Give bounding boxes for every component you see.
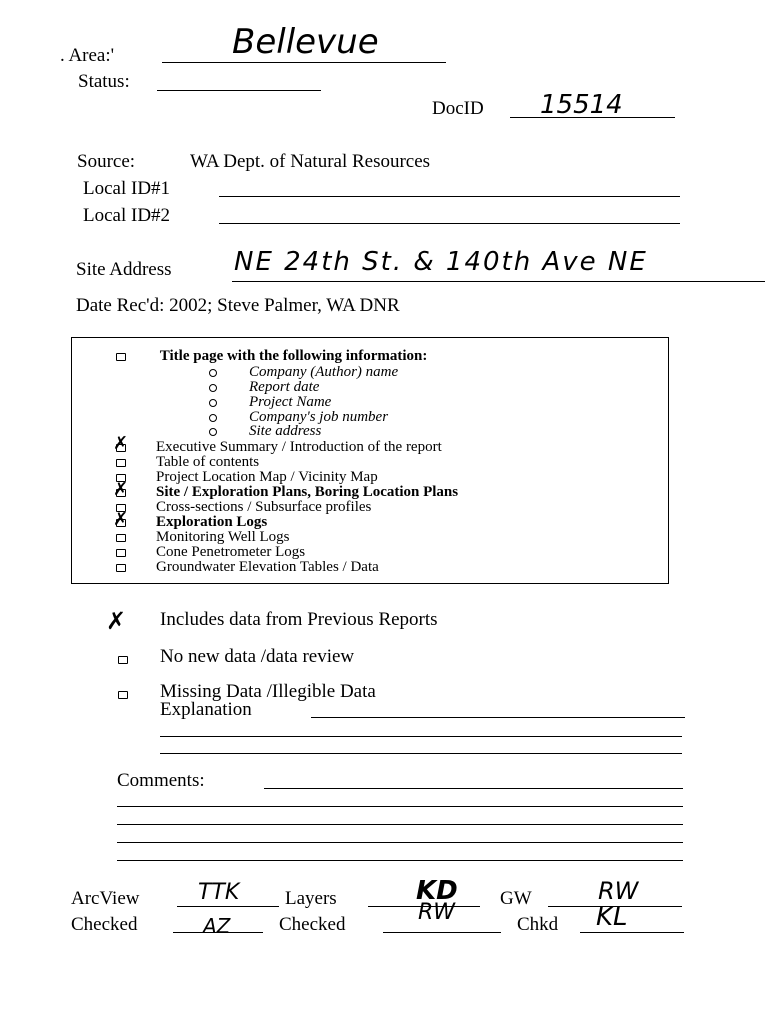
circle-bullet-icon	[209, 414, 217, 422]
chkd-label: Chkd	[517, 914, 559, 935]
site-address-value[interactable]: NE 24th St. & 140th Ave NE	[234, 247, 648, 277]
circle-bullet-icon	[209, 384, 217, 392]
date-received: Date Rec'd: 2002; Steve Palmer, WA DNR	[76, 295, 400, 316]
checklist-title-row[interactable]	[116, 349, 427, 364]
checked2-initials[interactable]: RW	[418, 900, 456, 925]
explanation-label: Explanation	[160, 699, 252, 720]
checked1-label: Checked	[71, 914, 138, 935]
status-label: Status:	[78, 71, 130, 92]
arcview-initials[interactable]: TTK	[198, 880, 240, 905]
status-line[interactable]	[157, 90, 321, 91]
checkmark-x-icon: ✗	[113, 509, 129, 530]
source-label: Source:	[77, 151, 136, 172]
checked2-line	[383, 932, 501, 933]
explanation-line[interactable]	[311, 717, 685, 718]
local-id2-line[interactable]	[219, 223, 680, 224]
circle-bullet-icon	[209, 399, 217, 407]
site-address-line	[232, 281, 765, 282]
checked2-label: Checked	[279, 914, 346, 935]
checkbox-icon[interactable]	[116, 353, 126, 361]
subitem-site-address: Site address	[209, 424, 321, 439]
comments-label: Comments:	[117, 770, 205, 791]
checklist-item[interactable]: Monitoring Well Logs	[116, 530, 290, 545]
local-id1-line[interactable]	[219, 196, 680, 197]
checklist-item[interactable]: Table of contents	[116, 455, 259, 470]
layers-label: Layers	[285, 888, 337, 909]
checklist-item[interactable]: Executive Summary / Introduction of the report	[116, 440, 442, 455]
checkmark-x-icon: ✗	[113, 433, 129, 454]
subitem-report-date: Report date	[209, 380, 319, 395]
checklist-item[interactable]: Groundwater Elevation Tables / Data	[116, 560, 379, 575]
missing-data-label: Missing Data /Illegible Data	[160, 681, 376, 702]
subitem-project-name: Project Name	[209, 395, 331, 410]
circle-bullet-icon	[209, 369, 217, 377]
source-value: WA Dept. of Natural Resources	[190, 151, 431, 172]
explanation-line[interactable]	[160, 753, 682, 754]
local-id1-label: Local ID#1	[83, 178, 171, 199]
arcview-label: ArcView	[71, 888, 140, 909]
docid-label: DocID	[432, 98, 484, 119]
chkd-line	[580, 932, 684, 933]
checkmark-x-icon: ✗	[113, 479, 129, 500]
circle-bullet-icon	[209, 428, 217, 436]
subitem-job-number: Company's job number	[209, 410, 388, 425]
subitem-company: Company (Author) name	[209, 365, 398, 380]
comments-line[interactable]	[117, 806, 683, 807]
area-value[interactable]: Bellevue	[232, 22, 379, 62]
checkmark-x-icon: ✗	[106, 607, 127, 635]
area-line	[162, 62, 446, 63]
chkd-initials[interactable]: KL	[596, 902, 628, 932]
checklist-item[interactable]: Project Location Map / Vicinity Map	[116, 470, 378, 485]
no-new-data-label: No new data /data review	[160, 646, 355, 667]
site-address-label: Site Address	[76, 259, 172, 280]
local-id2-label: Local ID#2	[83, 205, 171, 226]
explanation-line[interactable]	[160, 736, 682, 737]
checked1-initials[interactable]: AZ	[203, 914, 231, 938]
arcview-line	[177, 906, 279, 907]
checkbox-icon[interactable]	[118, 651, 128, 669]
gw-initials[interactable]: RW	[598, 877, 639, 905]
checkbox-icon[interactable]	[118, 686, 128, 704]
checklist-title: Title page with the following information:	[159, 348, 428, 364]
area-label: . Area:'	[60, 45, 115, 66]
previous-reports-label: Includes data from Previous Reports	[160, 609, 438, 630]
checklist-item[interactable]: Cone Penetrometer Logs	[116, 545, 305, 560]
comments-line[interactable]	[117, 824, 683, 825]
checklist-item[interactable]: Exploration Logs	[116, 515, 267, 530]
checklist-item[interactable]: Cross-sections / Subsurface profiles	[116, 500, 371, 515]
comments-line[interactable]	[117, 860, 683, 861]
docid-value[interactable]: 15514	[540, 90, 623, 120]
comments-line[interactable]	[264, 788, 683, 789]
layers-initials[interactable]: KD	[416, 876, 458, 906]
comments-line[interactable]	[117, 842, 683, 843]
gw-label: GW	[500, 888, 532, 909]
checklist-item[interactable]: Site / Exploration Plans, Boring Location Plans	[116, 485, 458, 500]
